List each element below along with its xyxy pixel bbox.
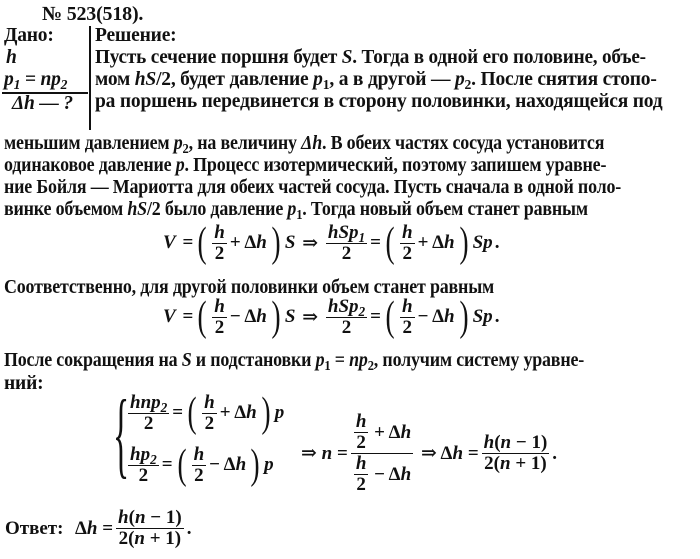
system-eq-1: $\frac{hnp_2}{2}$ = ( $\frac{h}{2}$ + Δh ) p bbox=[130, 390, 285, 436]
left-brace: { bbox=[112, 380, 130, 487]
problem-number: № 523(518). bbox=[42, 3, 144, 25]
solution-line-3: ра поршень передвинется в сторону половинки, находящейся под bbox=[95, 91, 663, 112]
answer: Ответ: Δh = $\frac{h(n - 1)}{2(n + 1)}$ . bbox=[5, 507, 192, 549]
given-h: h bbox=[6, 47, 17, 68]
equation-result: ⇒ n = $\frac{h}{2}$ + Δ h $\frac{h}{2}$ − Δ h ⇒ Δh = $\frac{h(n - 1)}{2(n + 1)}$ . bbox=[301, 411, 558, 495]
solution-line-6: ние Бойля — Мариотта для обеих частей сосуда. Пусть сначала в одной поло- bbox=[4, 177, 622, 198]
solution-label: Решение: bbox=[95, 25, 177, 46]
solution-line-2: мом hS/2, будет давление $p_1$, а в другой — $p_2$. После снятия стопо- bbox=[95, 69, 657, 92]
equation-2: V = ( $\frac{h}{2}$ − Δh ) S ⇒ $\frac{hSp_2}{2}$ = ( $\frac{h}{2}$ − Δh ) Sp . bbox=[163, 294, 500, 340]
answer-label: Ответ: bbox=[5, 517, 64, 539]
solution-line-other-half: Соответственно, для другой половинки объем станет равным bbox=[4, 277, 495, 298]
system-eq-2: $\frac{hp_2}{2}$ = ( $\frac{h}{2}$ − Δh ) p bbox=[130, 442, 274, 488]
solution-line-1: Пусть сечение поршня будет S. Тогда в одной его половине, объе- bbox=[95, 47, 646, 68]
solution-line-4: меньшим давлением $p_2$, на величину Δh. В обеих частях сосуда установится bbox=[4, 133, 605, 156]
given-pressure-relation: $p_1 = np_2$ bbox=[4, 69, 68, 92]
solution-line-7: винке объемом hS/2 было давление $p_1$. Тогда новый объем станет равным bbox=[4, 199, 588, 222]
solution-line-5: одинаковое давление p. Процесс изотермический, поэтому запишем уравне- bbox=[4, 155, 607, 176]
equation-1: V = ( $\frac{h}{2}$ + Δh ) S ⇒ $\frac{hSp_1}{2}$ = ( $\frac{h}{2}$ + Δh ) Sp . bbox=[163, 220, 500, 266]
solution-line-substitution-cont: ний: bbox=[4, 373, 44, 394]
find-delta-h: Δh — ? bbox=[12, 93, 73, 114]
given-label: Дано: bbox=[4, 25, 54, 46]
given-vertical-divider bbox=[89, 26, 91, 130]
solution-line-substitution: После сокращения на S и подстановки $p_1 = np_2$, получим систему уравне- bbox=[4, 350, 585, 373]
